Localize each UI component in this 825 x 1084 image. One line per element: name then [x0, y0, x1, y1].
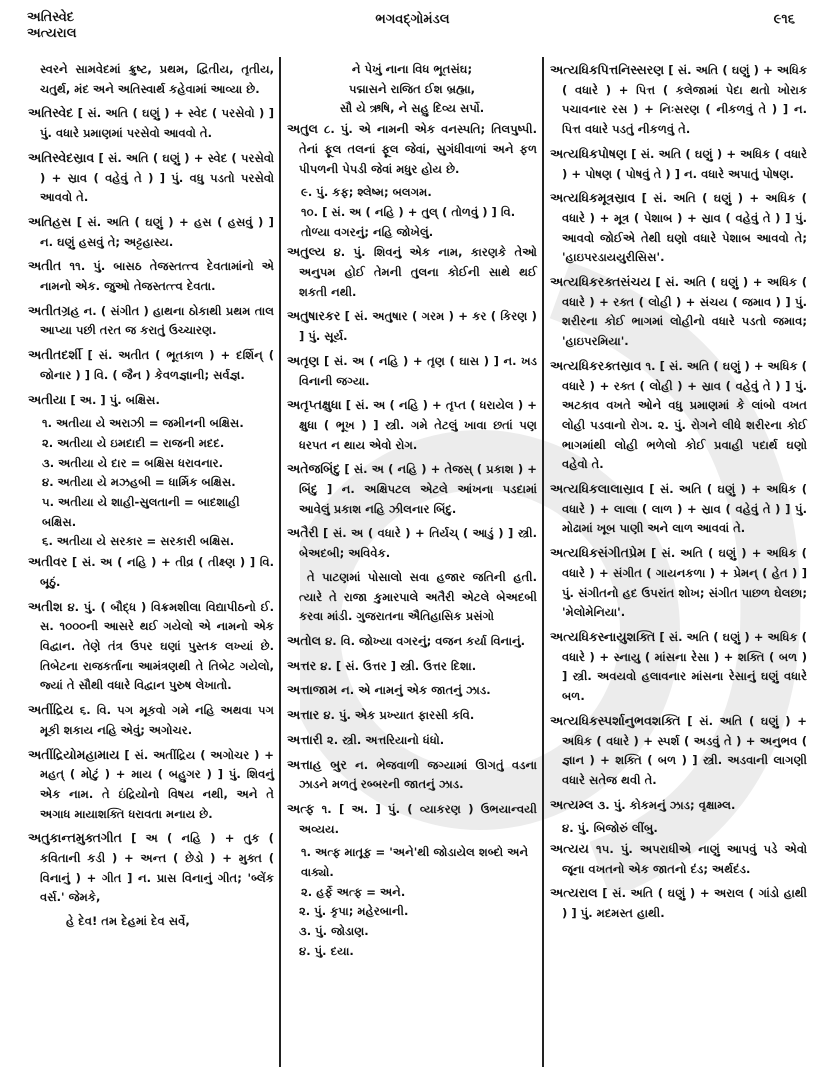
entry-definition: ૪. વિ. જોખ્યા વગરનું; વજન કર્યા વિનાનું. — [325, 633, 526, 648]
entry-definition: ૧૫. પું. અપરાધીએ નાણું આપવું પડે એવો જૂના વખતનો એક જાતનો દંડ; અર્થદંડ. — [562, 842, 807, 876]
entry-definition: ૪. [ સં. ઉત્તર ] સ્ત્રી. ઉત્તર દિશા. — [320, 658, 477, 673]
entry-headword: અત્યધિકસંગીતપ્રેમ — [550, 545, 646, 561]
entry-definition: [ સં. અ ( નહિ ) + તીવ્ર ( તીક્ષ્ણ ) ] વિ. બૂઠું. — [40, 555, 274, 589]
verse-line: પદ્માસને રાજિત ઈશ બ્રહ્મા, — [348, 81, 476, 96]
column-1 — [28, 60, 274, 932]
entry-headword: અતિસ્વેદસ્રાવ — [28, 149, 95, 165]
entry-headword: અત્યધિકરક્તસ્રાવ — [550, 357, 642, 373]
entry-sense: ૪. પું. બિજોરું લીંબુ. — [562, 821, 658, 836]
entry-headword: અતિહસ — [28, 213, 72, 229]
entry-headword: અતીતગ્રહ — [28, 302, 80, 318]
entry-headword: અતૈરી — [287, 525, 319, 541]
entry-definition: ૮. પું. એ નામની એક વનસ્પતિ; તિલપુષ્પી. તેનાં ફૂલ તલનાં ફૂલ જેવાં, સુગંધીવાળાં અને ફળ પીપળની પેપડી જેવાં મધુર હોય છે. — [299, 122, 537, 176]
dictionary-entry — [287, 656, 537, 677]
entry-headword: અત્યધિકરક્તસંચય — [550, 274, 651, 290]
verse-line: ને પેખું નાના વિધ ભૂતસંઘ; — [351, 62, 473, 76]
entry-definition: [ સં. અતિ ( ઘણું ) + અધિક ( વધારે ) + લાલા ( લાળ ) + સ્રાવ ( વહેવું તે ) ] પું. મોઢામાં ખૂબ પાણી અને લાળ આવવાં તે. — [562, 482, 807, 536]
dictionary-entry — [287, 242, 537, 302]
entry-headword: અત્તારી — [287, 731, 323, 747]
entry-headword: અતીવર — [28, 554, 68, 570]
dictionary-entry — [550, 795, 807, 816]
dictionary-entry — [28, 256, 274, 296]
entry-quotation: તે પાટણમાં પોસાલો સવા હજાર જતિની હતી. ત્યારે તે રાજા કુમારપાલે અતૈરી એટલે બેઅદબી કરવા માંડી. ગુજરાતના ઐતિહાસિક પ્રસંગો — [299, 569, 537, 624]
entry-headword: અત્તાર — [287, 707, 320, 723]
entry-definition: [ સં. અતિ ( ઘણું ) + અધિક ( વધારે ) + સ્નાયુ ( માંસના રેસા ) + શક્તિ ( બળ ) ] સ્ત્રી. અવયવો હલાવનાર માંસના રેસાનું ઘણું વધારે બળ. — [562, 629, 807, 704]
verse-line: સૌ યે ઋષિ, ને સહુ દિવ્ય સર્પો. — [339, 101, 485, 116]
entry-definition: [ સં. અ ( વધારે ) + તિર્યચ્ ( આડું ) ] સ્ત્રી. બેઅદબી; અવિવેક. — [299, 526, 537, 561]
entry-definition: ૩. પું. કોકમનું ઝાડ; વૃક્ષામ્લ. — [597, 797, 736, 812]
page-title: ભગવદ્ગોમંડલ — [375, 12, 450, 27]
entry-headword: અતીંદ્રિય — [28, 702, 74, 718]
dictionary-entry — [28, 745, 274, 825]
column-divider — [542, 57, 544, 1067]
entry-subsense: ૫. અતીયા યે શાહી-સુલતાની = બાદશાહી બક્ષિસ. — [42, 495, 240, 529]
entry-headword: અતિસ્વેદ — [28, 105, 74, 121]
column-2 — [287, 60, 537, 962]
entry-headword: અત્ફ — [287, 800, 315, 816]
dictionary-entry — [28, 212, 274, 252]
entry-subsense: ૩. અતીયા યે દાર = બક્ષિસ ધરાવનાર. — [42, 455, 224, 470]
entry-headword: અત્યધિકસ્પર્શાનુભવશક્તિ — [550, 712, 681, 728]
dictionary-entry — [28, 700, 274, 740]
entry-definition: [ સં. અ ( નહિ ) + તૃપ્ત ( ધરાયેલ ) + ક્ષુધા ( ભૂખ ) ] સ્ત્રી. ગમે તેટલું ખાવા છતાં પણ ધરપત ન થાય એવો રોગ. — [299, 398, 537, 452]
entry-definition: [ સં. અતીંદ્રિય ( અગોચર ) + મહત્ ( મોટું ) + માય ( બહુગર ) ] પું. શિવનું એક નામ. તે ઇંદ્રિયોનો વિષય નથી, અને તે અગાધ માયાશક્તિ ધરાવતા મનાય છે. — [40, 747, 274, 821]
continuation-text: સ્વરને સામવેદમાં ક્રુષ્ટ, પ્રથમ, દ્વિતીય, તૃતીય, ચતુર્થ, મંદ અને અતિસ્વાર્થ કહેવામાં આવ્યા છે. — [40, 62, 274, 96]
entry-headword: અતીશ — [28, 598, 63, 614]
entry-headword: અતૃણ — [287, 352, 320, 368]
dictionary-entry — [550, 543, 807, 623]
dictionary-entry — [550, 711, 807, 791]
dictionary-entry — [550, 627, 807, 707]
column-3 — [550, 60, 807, 928]
dictionary-entry — [550, 60, 807, 140]
entry-headword: અતુષારકર — [287, 308, 341, 324]
entry-definition: ૬. વિ. પગ મૂકવો ગમે નહિ અથવા પગ મૂકી શકાય નહિ એવું; અગોચર. — [40, 703, 275, 737]
entry-headword: અત્તાજામ — [287, 682, 338, 698]
entry-headword: અતીયા — [28, 391, 67, 407]
entry-definition: ન. ( સંગીત ) હાથના ઠોકાથી પ્રથમ તાલ આપ્યા પછી તરત જ કરાતું ઉચ્ચારણ. — [40, 303, 274, 338]
dictionary-entry — [550, 883, 807, 923]
dictionary-entry — [28, 390, 274, 411]
dictionary-entry — [287, 459, 537, 519]
entry-definition: [ સં. અતિ ( ઘણું ) + અધિક ( વધારે ) + સંગીત ( ગાયનકળા ) + પ્રેમન્ ( હેત ) ] પું. સંગીતનો હદ ઉપરાંત શોખ; સંગીત પાછળ ઘેલછા; 'મેલોમેનિયા'. — [562, 546, 807, 620]
entry-definition: [ સં. અતિ ( ઘણું ) + સ્વેદ ( પરસેવો ) + સ્રાવ ( વહેવું તે ) ] પું. વધુ પડતો પરસેવો આવવો તે. — [40, 150, 274, 205]
entry-headword: અત્તર — [287, 657, 317, 673]
dictionary-entry — [287, 306, 537, 346]
entry-headword: અત્યધિકલાલાસ્રાવ — [550, 481, 644, 497]
entry-definition: [ અ. ] પું. બક્ષિસ. — [70, 392, 160, 407]
entry-definition: [ સં. અતિ ( ઘણું ) + સ્વેદ ( પરસેવો ) ] પું. વધારે પ્રમાણમાં પરસેવો આવવો તે. — [40, 106, 274, 141]
dictionary-entry — [287, 395, 537, 455]
entry-headword: અત્યધિકમૂત્રસ્રાવ — [550, 190, 636, 206]
entry-headword: અતુકાન્તમુક્તગીત — [28, 830, 122, 846]
dictionary-entry — [287, 119, 537, 179]
entry-headword: અતીતદર્શી — [28, 347, 82, 363]
verse-line: હે દેવ! તમ દેહમાં દેવ સર્વે, — [66, 914, 190, 929]
entry-list — [550, 60, 807, 924]
guide-word-first: અતિસ્વેદ — [27, 10, 75, 25]
entry-subsense: ૧. અતીયા યે અરાઝી = જમીનની બક્ષિસ. — [42, 416, 244, 431]
entry-subsense: ૪. અતીયા યે મઝહબી = ધાર્મિક બક્ષિસ. — [42, 475, 236, 490]
dictionary-entry — [28, 828, 274, 908]
entry-subsense: ૧૦. [ સં. અ ( નહિ ) + તુલ્ ( તોળવું ) ] વિ. તોળ્યા વગરનું; નહિ જોખેલું. — [301, 204, 516, 239]
entry-definition: [ સં. અતિ ( ઘણું ) + હસ ( હસવું ) ] ન. ઘણું હસવું તે; અટ્ટહાસ્ય. — [40, 214, 274, 249]
entry-definition: [ સં. અતીત ( ભૂતકાળ ) + દર્શિન્ ( જોનાર ) ] વિ. ( જૈન ) કેવળજ્ઞાની; સર્વજ્ઞ. — [40, 348, 274, 382]
entry-definition: [ અ ( નહિ ) + તુક ( કવિતાની કડી ) + અન્ત ( છેડો ) + મુક્ત ( વિનાનું ) + ગીત ] ન. પ્રાસ વિનાનું ગીત; 'બ્લેંક વર્સ.' જેમકે, — [40, 831, 274, 905]
entry-headword: અતુલ્ય — [287, 244, 326, 260]
dictionary-entry — [550, 356, 807, 475]
entry-sense: ૩. પું. જોડાણ. — [299, 924, 369, 939]
entry-definition: [ સં. અતિ ( ઘણું ) + અધિક ( વધારે ) + મૂત્ર ( પેશાબ ) + સ્રાવ ( વહેવું તે ) ] પું. આવવો જોઈએ તેથી ઘણો વધારે પેશાબ આવવો તે; 'હાઇપરડાયયુરીસિસ'. — [562, 191, 807, 265]
dictionary-entry — [287, 523, 537, 563]
dictionary-entry — [550, 144, 807, 184]
dictionary-entry — [550, 188, 807, 268]
entry-definition: ૪. પું. ( બૌદ્ધ ) વિક્રમશીલા વિદ્યાપીઠનો ઈ. સ. ૧૦૦૦ની આસરે થઈ ગયેલો એ નામનો એક વિદ્વાન. તેણે તંત્ર ઉપર ઘણાં પુસ્તક લખ્યાં છે. તિબેટના રાજકર્તાના આમંત્રણથી તે તિબેટ ગયેલો, જ્યાં તે સૌથી વધારે વિદ્વાન પુરુષ લેખાતો. — [40, 599, 274, 693]
dictionary-entry — [287, 631, 537, 652]
dictionary-entry — [28, 103, 274, 143]
dictionary-entry — [28, 597, 274, 697]
entry-definition: ૧૧. પું. બાસઠ તેજસ્તત્ત્વ દેવતામાંનો એ નામનો એક. જુઓ તેજસ્તત્ત્વ દેવતા. — [40, 259, 274, 294]
entry-sense: ૪. પું. દયા. — [299, 943, 354, 958]
guide-word-last: અત્યરાલ — [27, 26, 77, 41]
entry-definition: ૪. પું. એક પ્રખ્યાત ફારસી કવિ. — [323, 708, 475, 723]
entry-headword: અત્યધિકપિત્તનિસ્સરણ — [550, 62, 665, 77]
entry-sense: ૨. પું. કૃપા; મહેરબાની. — [299, 904, 409, 919]
dictionary-entry — [287, 705, 537, 726]
page-number: ૯૧૬ — [773, 12, 795, 27]
entry-subsense: ૯. પું. કફ; શ્લેષ્મ; બલગમ. — [301, 185, 432, 200]
dictionary-entry — [550, 839, 807, 879]
entry-headword: અત્યય — [550, 841, 589, 857]
entry-headword: અતોલ — [287, 632, 322, 648]
dictionary-entry — [28, 148, 274, 208]
dictionary-entry — [287, 755, 537, 795]
entry-headword: અતૃપ્તક્ષુધા — [287, 397, 342, 413]
column-divider — [279, 57, 281, 1067]
dictionary-entry — [28, 301, 274, 341]
dictionary-entry — [287, 730, 537, 751]
entry-subsense: ૨. હર્ફે અત્ફ = અને. — [301, 884, 406, 899]
entry-subsense: ૬. અતીયા યે સરકાર = સરકારી બક્ષિસ. — [42, 534, 235, 549]
entry-definition: [ સં. અતિ ( ઘણું ) + અધિક ( વધારે ) + સ્પર્શ ( અડવું તે ) + અનુભવ ( જ્ઞાન ) + શક્તિ ( બળ ) ] સ્ત્રી. અડવાની લાગણી વધારે સતેજ થવી તે. — [562, 713, 808, 787]
entry-definition: ન. ભેજવાળી જગ્યામાં ઊગતું વડના ઝાડને મળતું રબ્બરની જાતનું ઝાડ. — [299, 757, 537, 792]
entry-headword: અત્યરાલ — [550, 885, 598, 901]
entry-headword: અત્યમ્લ — [550, 796, 594, 812]
dictionary-entry — [550, 479, 807, 539]
entry-definition: [ સં. અતિ ( ઘણું ) + અધિક ( વધારે ) + રક્ત ( લોહી ) + સંચય ( જમાવ ) ] પું. શરીરના કોઈ ભાગમાં લોહીનો વધારે પડતો જમાવ; 'હાઇપરમિયા'. — [562, 275, 807, 349]
entry-headword: અતેજબિંદુ — [287, 461, 341, 477]
entry-headword: અત્તાહ બુર — [287, 756, 347, 772]
dictionary-entry — [28, 552, 274, 592]
entry-headword: અતીંદ્રિયોમહામાય — [28, 746, 120, 762]
entry-definition: [ સં. અ ( નહિ ) + તેજસ્ ( પ્રકાશ ) + બિંદુ ] ન. અક્ષિપટલ એટલે આંખના પડદામાં આવેલું પ્રકાશ નહિ ઝીલનાર બિંદુ. — [299, 462, 537, 516]
entry-definition: [ સં. અતુષાર ( ગરમ ) + કર ( કિરણ ) ] પું. સૂર્ય. — [299, 309, 537, 344]
entry-headword: અત્યધિકપોષણ — [550, 145, 627, 161]
entry-definition: ૨. સ્ત્રી. અત્તરિયાનો ધંધો. — [326, 732, 445, 747]
entry-definition: [ સં. અતિ ( ઘણું ) + અધિક ( વધારે ) + પોષણ ( પોષવું તે ) ] ન. વધારે અપાતું પોષણ. — [562, 146, 807, 181]
dictionary-entry — [28, 345, 274, 385]
entry-definition: ૧. [ સં. અતિ ( ઘણું ) + અધિક ( વધારે ) + રક્ત ( લોહી ) + સ્રાવ ( વહેવું તે ) ] પું. અટકાવ વખતે ઓને વધુ પ્રમાણમાં કે લાંબો વખત લોહી પડવાનો રોગ. ૨. પું. રોગને લીધે શરીરના કોઈ ભાગમાંથી લોહી ભળેલો કોઈ પ્રવાહી પદાર્થ ઘણો વહેવો તે. — [562, 358, 807, 472]
entry-definition: ૪. પું. શિવનું એક નામ, કારણકે તેઓ અનુપમ હોઈ તેમની તુલના કોઈની સાથે થઈ શકતી નથી. — [299, 245, 537, 299]
entry-definition: ૧. [ અ. ] પું. ( વ્યાકરણ ) ઉભયાન્વયી અવ્યય. — [299, 801, 537, 836]
entry-definition: [ સં. અતિ ( ઘણું ) + અધિક ( વધારે ) + પિત્ત ( કલેજામાં પેદા થતો ખોરાક પચાવનાર રસ ) + નિઃસરણ ( નીકળવું તે ) ] ન. પિત્ત વધારે પડતું નીકળવું તે. — [562, 63, 808, 137]
entry-subsense: ૨. અતીયા યે ઇમદાદી = રાજની મદદ. — [42, 435, 225, 450]
dictionary-entry — [550, 272, 807, 352]
entry-subsense: ૧. અત્ફ માતૂફ = 'અને'થી જોડાયેલ શબ્દો અને વાક્યો. — [301, 845, 529, 880]
verse-block — [287, 60, 537, 119]
dictionary-entry — [287, 351, 537, 391]
entry-definition: [ સં. અ ( નહિ ) + તૃણ ( ઘાસ ) ] ન. ખડ વિનાની જગ્યા. — [299, 353, 537, 388]
entry-list — [28, 103, 274, 908]
dictionary-entry — [287, 799, 537, 839]
entry-headword: અતીત — [28, 258, 62, 274]
dictionary-entry — [287, 680, 537, 701]
entry-list — [287, 119, 537, 961]
entry-headword: અત્યધિકસ્નાયુશક્તિ — [550, 628, 656, 644]
entry-definition: ન. એ નામનું એક જાતનું ઝાડ. — [341, 683, 491, 698]
entry-headword: અતુલ — [287, 121, 318, 137]
entry-definition: [ સં. અતિ ( ઘણું ) + અરાલ ( ગાંડો હાથી ) ] પું. મદમસ્ત હાથી. — [562, 886, 807, 921]
